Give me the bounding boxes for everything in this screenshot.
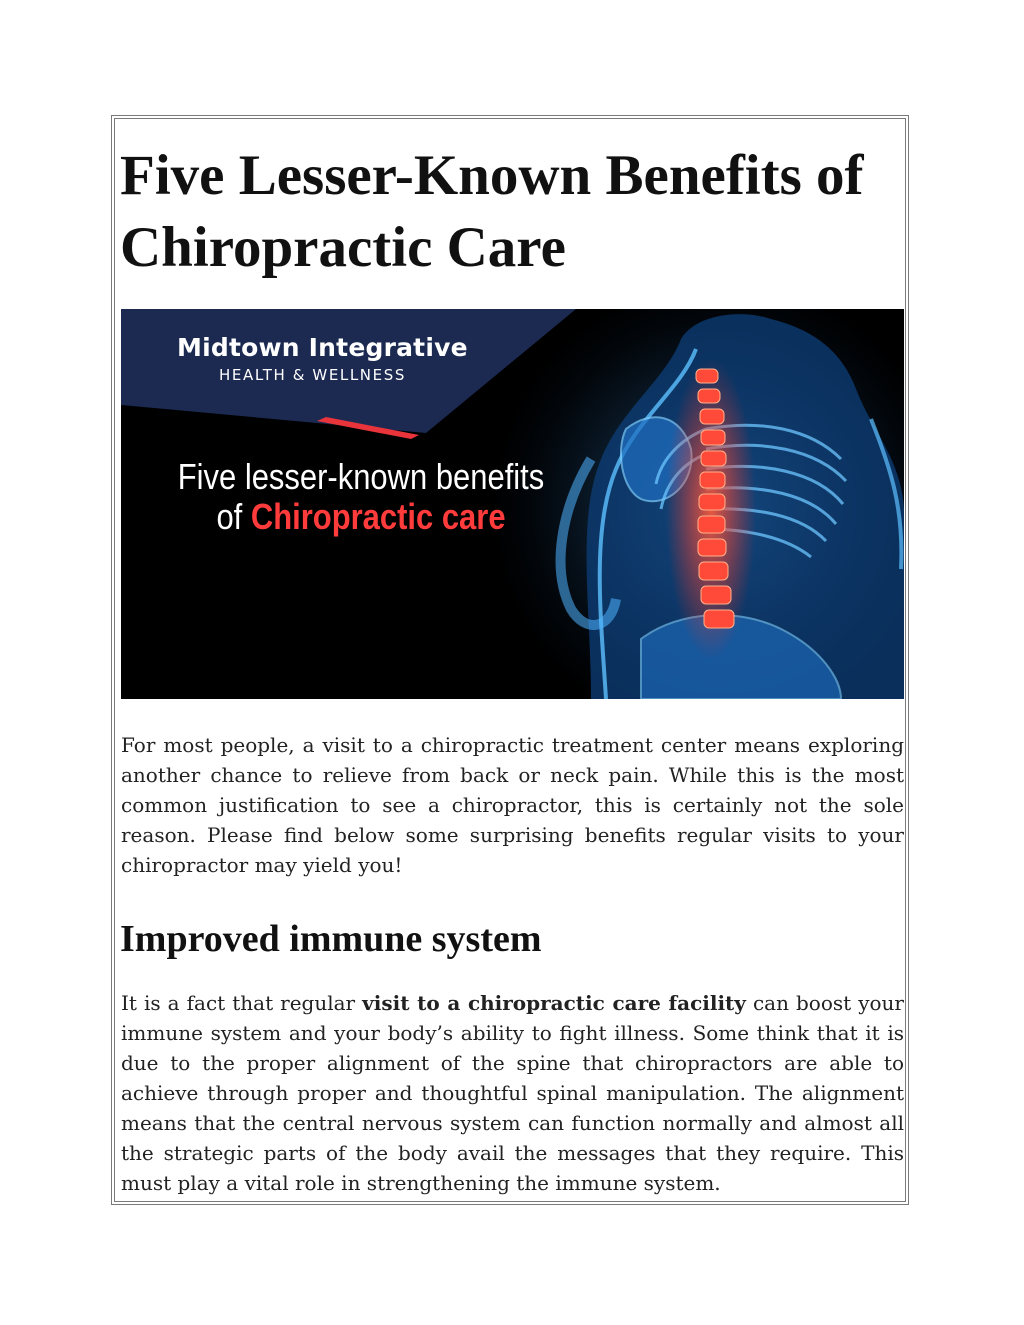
section-body-link-text: visit to a chiropractic care facility [362,991,746,1015]
hero-headline-prefix: of [216,496,251,537]
intro-paragraph: For most people, a visit to a chiropractic treatment center means exploring another chance to relieve from back or neck pain. While this is the most common justification to see a chiropractor, this is certainly not the sole reason. Please find below some surprising benefits regular visits to your chiropractor may yield you! [121,733,904,877]
section-body-text-before: It is a fact that regular [121,991,363,1015]
section-body-text-after: can boost your immune system and your body’s ability to fight illness. Some think that it is due to the proper alignment of the spine that chiropractors are able to achieve through proper and thoughtful spinal manipulation. The alignment means that the central nervous system can function normally and almost all the strategic parts of the body avail the messages that they require. This must play a vital role in strengthening the immune system. [121,991,904,1195]
brand-name: Midtown Integrative [177,333,468,362]
brand-subtitle: HEALTH & WELLNESS [219,366,406,384]
hero-headline [155,457,568,537]
hero-headline-line2 [155,497,568,537]
section-body-immune [121,988,904,1198]
hero-brand [177,333,468,384]
hero-image [121,309,904,699]
hero-headline-accent: Chiropractic care [250,496,506,537]
document-title: Five Lesser-Known Benefits of Chiropractic Care [120,144,864,279]
section-heading-immune: Improved immune system [120,918,542,960]
hero-headline-line1: Five lesser-known benefits [177,456,545,497]
